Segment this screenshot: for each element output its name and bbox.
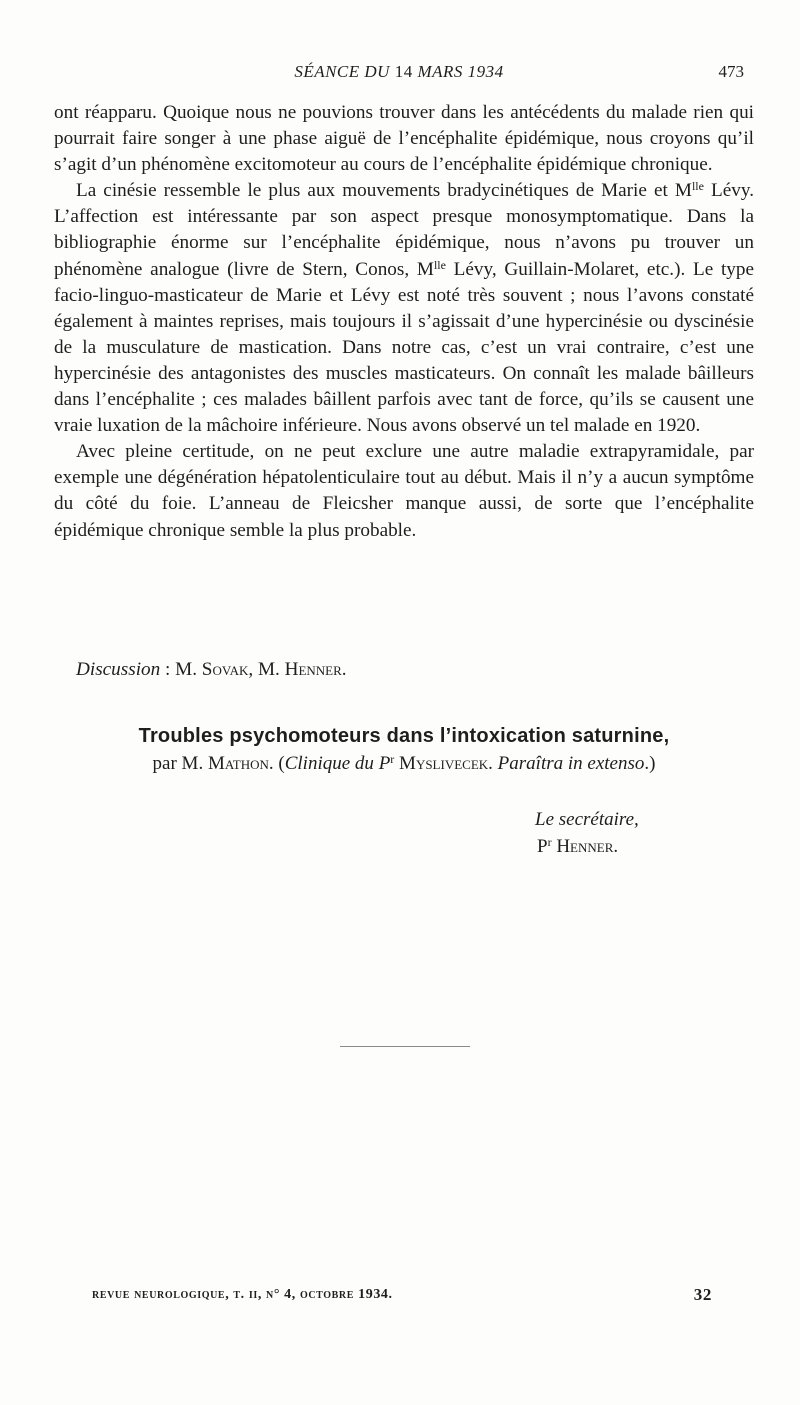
paragraph-3: Avec pleine certitude, on ne peut exclure une autre maladie extrapyramidale, par exemple une dégénération hépatolenticulaire tout au début. Mais il n’y a aucun symptôme du côté du foie. L’anneau de Fleicsher manque aussi, de sorte que l’encéphalite épidémique chronique semble la plus probable. — [54, 441, 754, 541]
article-title: Troubles psychomoteurs dans l’intoxication saturnine, — [138, 725, 670, 747]
byline-clinic: Clinique du — [284, 753, 379, 774]
running-title-date: MARS 1934 — [417, 62, 504, 81]
paragraph-1: ont réapparu. Quoique nous ne pouvions trouver dans les antécédents du malade rien qui pourrait faire songer à une phase aiguë de l’encéphalite épidémique, nous croyons qu’il s’agit d’un phénomène excitomoteur au cours de l’encéphalite épidémique chronique. — [54, 102, 754, 176]
byline-close: .) — [644, 753, 656, 774]
signature-role: Le secrétaire, — [535, 809, 639, 830]
discussion-separator: : — [160, 659, 176, 680]
running-head — [54, 62, 744, 88]
byline-note: Paraîtra in extenso — [497, 753, 645, 774]
paragraph-2 — [54, 178, 754, 439]
paragraph-2-part-a: La cinésie ressemble le plus aux mouvements bradycinétiques de Marie et M — [76, 180, 692, 202]
discussion-label: Discussion — [76, 659, 161, 680]
running-title-day: 14 — [394, 62, 413, 81]
byline-prof-name: Myslivecek — [394, 753, 489, 774]
footer-journal: revue neurologique, t. ii, n° 4, octobre — [92, 1287, 355, 1302]
signature-name — [535, 833, 775, 860]
running-title — [54, 62, 744, 82]
superscript-lle-2: lle — [433, 257, 446, 272]
discussion-line — [76, 657, 756, 683]
byline-prof-abbr: P — [378, 753, 391, 774]
running-title-label: SÉANCE DU — [294, 62, 390, 81]
byline-author: Mathon — [207, 753, 269, 774]
article-heading — [54, 722, 754, 777]
discussion-participants: M. Sovak, M. Henner. — [175, 659, 347, 680]
signature-prof-sup: r — [547, 835, 552, 849]
signature-prof-abbr: P — [537, 836, 548, 857]
body-text — [54, 100, 754, 544]
byline-mid: . ( — [268, 753, 285, 774]
footer-year: 1934. — [354, 1287, 393, 1302]
byline-prefix: par M. — [152, 753, 208, 774]
paragraph-2-part-b: Lévy. L’affection est intéressante par son aspect presque monosymptomatique. Dans la bibliographie énorme sur l’encéphalite épidémique, nous n’avons pu trouver un phénomène analogue (livre de Stern, Conos, M — [54, 180, 754, 280]
page-footer — [92, 1287, 712, 1303]
signature-surname: Henner. — [551, 836, 619, 857]
article-byline — [54, 751, 754, 777]
page-number: 473 — [718, 62, 744, 81]
superscript-lle-1: lle — [691, 179, 704, 194]
footer-sheet-number: 32 — [693, 1285, 712, 1304]
paragraph-2-part-c: Lévy, Guillain-Molaret, etc.). Le type facio-linguo-masticateur de Marie et Lévy est noté très souvent ; nous l’avons constaté également à maintes reprises, mais toujours il s’agissait d’une hypercinésie ou dyscinésie de la musculature de mastication. Dans notre cas, c’est un vrai contraire, c’est une hypercinésie des antagonistes des muscles masticateurs. On connaît les malade bâilleurs dans l’encéphalite ; ces malades bâillent parfois avec tant de force, qu’ils se causent une vraie luxation de la mâchoire inférieure. Nous avons observé un tel malade en 1920. — [54, 258, 755, 437]
byline-end: . — [488, 753, 498, 774]
byline-prof-sup: r — [390, 752, 395, 766]
signature-block — [535, 806, 775, 860]
section-divider — [340, 1046, 470, 1047]
